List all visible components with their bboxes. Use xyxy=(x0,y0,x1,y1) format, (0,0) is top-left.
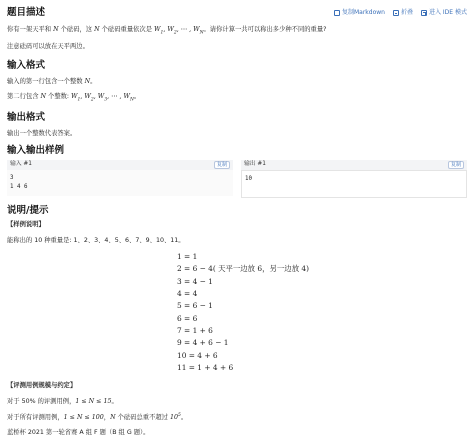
input-format-line2: 第二行包含 N 个整数: $W_1$, $W_2$, $W_3$, ⋯ , $W_N$。 xyxy=(7,93,141,103)
explain-line: 能称出的 10 种重量是: 1、2、3、4、5、6、7、9、10、11。 xyxy=(7,236,185,244)
sample-input xyxy=(7,160,233,198)
math-N: N xyxy=(53,26,59,33)
fold-label: 折叠 xyxy=(400,8,413,16)
input-format-header xyxy=(7,59,467,73)
equation-line: 9 = 4 + 6 − 1 xyxy=(177,338,229,348)
copy-markdown-button[interactable] xyxy=(334,9,385,17)
sample-output-header xyxy=(241,160,467,170)
sample-input-label: 输入 #1 xyxy=(10,161,32,168)
source-line: 蓝桥杯 2021 第一轮省赛 A 组 F 题（B 组 G 题）。 xyxy=(7,428,150,436)
scale-line2: 对于所有评测用例，1 ≤ N ≤ 100，N 个砝码总重不超过 $10^5$。 xyxy=(7,413,188,422)
sample-input-body[interactable]: 3 1 4 6 xyxy=(7,170,233,196)
toolbar xyxy=(334,9,467,17)
equation-line: 3 = 4 − 1 xyxy=(177,276,213,286)
samples-container xyxy=(7,160,467,198)
equation-line: 10 = 4 + 6 xyxy=(177,350,218,360)
equation-block xyxy=(7,251,467,374)
math-N: N xyxy=(94,26,100,33)
description-title: 题目描述 xyxy=(7,7,46,18)
sample-explain-label: 【样例说明】 xyxy=(7,221,45,229)
equation-line: 4 = 4 xyxy=(177,289,198,299)
output-format-title: 输出格式 xyxy=(7,111,46,123)
equation-line: 6 = 6 xyxy=(177,313,198,323)
output-format-header xyxy=(7,111,467,125)
ide-mode-button[interactable] xyxy=(421,9,467,17)
samples-header xyxy=(7,144,467,158)
input-format-title: 输入格式 xyxy=(7,59,46,71)
copy-markdown-label: 复制Markdown xyxy=(341,8,385,16)
equation-line: 1 = 1 xyxy=(177,252,198,262)
samples-title: 输入输出样例 xyxy=(7,145,65,157)
copy-input-button[interactable]: 复制 xyxy=(214,161,230,169)
copy-output-button[interactable]: 复制 xyxy=(448,161,464,169)
output-format-line1: 输出一个整数代表答案。 xyxy=(7,129,77,137)
hint-header xyxy=(7,204,467,218)
ide-mode-label: 进入 IDE 模式 xyxy=(429,8,467,16)
sample-output-body[interactable]: 10 xyxy=(241,170,467,198)
hint-title: 说明/提示 xyxy=(7,205,49,217)
sample-output xyxy=(241,160,467,198)
equation-line: 7 = 1 + 6 xyxy=(177,325,213,335)
equation-line: 5 = 6 − 1 xyxy=(177,301,213,311)
input-format-line1: 输入的第一行包含一个整数 N。 xyxy=(7,77,97,85)
description-para1: 你有一架天平和 N 个砝码，这 N 个砝码重量依次是 $W_1$, $W_2$, ⋯ , $W_N$。请你计算一共可以称出多少种不同的重量? xyxy=(7,26,327,36)
expand-icon xyxy=(421,10,427,16)
description-para2: 注意砝码可以放在天平两边。 xyxy=(7,43,89,51)
scale-label: 【评测用例规模与约定】 xyxy=(7,382,77,390)
math-weights: $W_1$, $W_2$, ⋯ , $W_N$ xyxy=(154,26,204,36)
scale-line1: 对于 50% 的评测用例，1 ≤ N ≤ 15。 xyxy=(7,397,118,405)
equation-line: 2 = 6 − 4( 天平一边放 6，另一边放 4) xyxy=(177,264,310,274)
description-header xyxy=(7,6,467,20)
fold-button[interactable] xyxy=(393,9,413,17)
sample-input-header xyxy=(7,160,233,170)
equation-line: 11 = 1 + 4 + 6 xyxy=(177,362,234,372)
fold-icon xyxy=(393,10,399,16)
sample-output-label: 输出 #1 xyxy=(244,161,266,168)
copy-icon xyxy=(334,10,340,16)
